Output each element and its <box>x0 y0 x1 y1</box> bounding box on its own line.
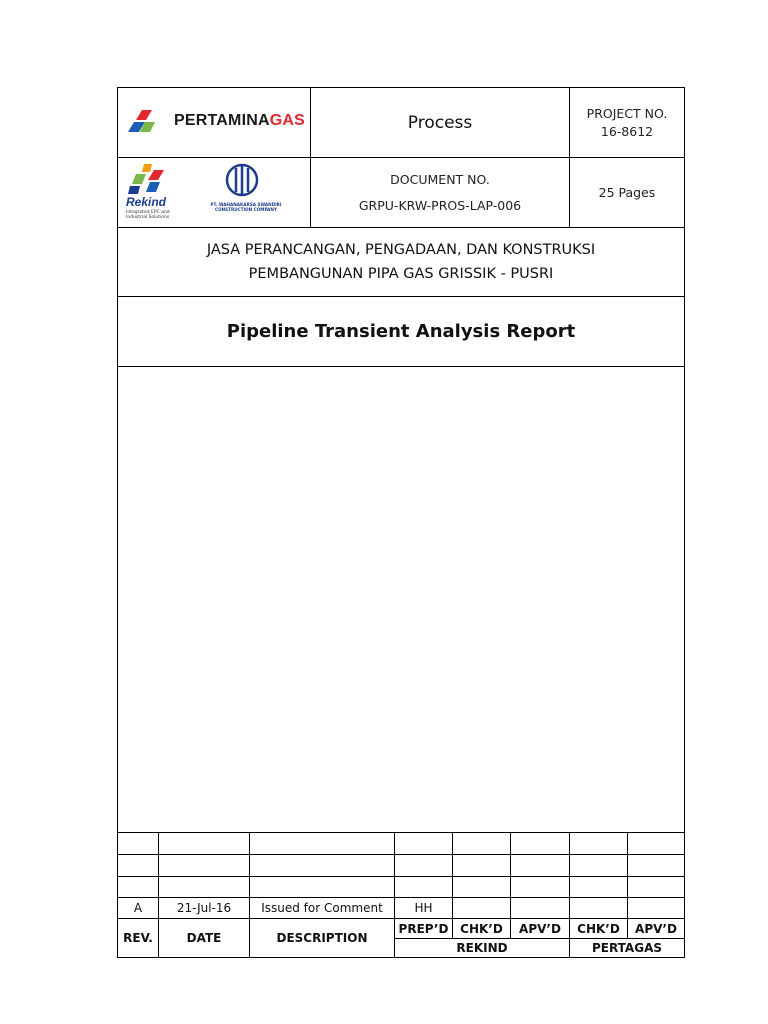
rekind-wordmark: Rekind <box>126 195 167 209</box>
pertamina-gas-logo-mark <box>128 108 168 134</box>
revision-date: 21-Jul-16 <box>176 900 232 915</box>
header-group-rekind: REKIND <box>456 941 508 955</box>
header-divider-4 <box>118 366 684 367</box>
wahanakarsa-logo-mark <box>224 162 260 198</box>
document-number-block <box>311 158 569 227</box>
revision-table-line-2 <box>118 876 684 877</box>
revision-description: Issued for Comment <box>261 900 383 915</box>
document-label: DOCUMENT NO. <box>390 171 490 187</box>
rekind-logo-mark <box>128 162 172 196</box>
revision-prepared-by: HH <box>414 900 433 915</box>
pertamina-gas-logo <box>128 108 305 134</box>
wahanakarsa-name: PT. WAHANAKARSA SWANDIRI CONSTRUCTION COMPANY <box>210 202 282 212</box>
project-title-line-2: PEMBANGUNAN PIPA GAS GRISSIK - PUSRI <box>248 266 554 282</box>
project-number: 16-8612 <box>600 123 654 139</box>
report-title: Pipeline Transient Analysis Report <box>226 321 576 342</box>
header-prepared: PREP’D <box>398 921 449 936</box>
header-description: DESCRIPTION <box>276 931 368 945</box>
document-cover-frame <box>117 87 685 958</box>
header-checked-rekind: CHK’D <box>460 921 503 936</box>
header-rev: REV. <box>123 931 153 945</box>
header-checked-pertagas: CHK’D <box>577 921 620 936</box>
pertamina-gas-wordmark: PERTAMINAGAS <box>174 112 306 129</box>
contractor-logos <box>124 162 304 222</box>
header-approved-pertagas: APV’D <box>635 921 677 936</box>
revision-table-line-1 <box>118 854 684 855</box>
document-number: GRPU-KRW-PROS-LAP-006 <box>358 197 522 213</box>
project-title-block <box>118 228 684 296</box>
header-group-pertagas: PERTAGAS <box>591 941 662 955</box>
header-approved-rekind: APV’D <box>519 921 561 936</box>
header-date: DATE <box>186 931 222 945</box>
project-label: PROJECT NO. <box>586 105 668 121</box>
rekind-tagline: Integrated EPC and Industrial Solutions <box>126 210 170 220</box>
page-count: 25 Pages <box>598 184 656 200</box>
revision-table <box>118 832 684 957</box>
revision-rev: A <box>133 900 143 915</box>
discipline-title: Process <box>407 112 473 133</box>
project-title-line-1: JASA PERANCANGAN, PENGADAAN, DAN KONSTRUKSI <box>206 242 596 258</box>
revision-table-line-top <box>118 832 684 833</box>
project-number-block <box>570 88 684 157</box>
